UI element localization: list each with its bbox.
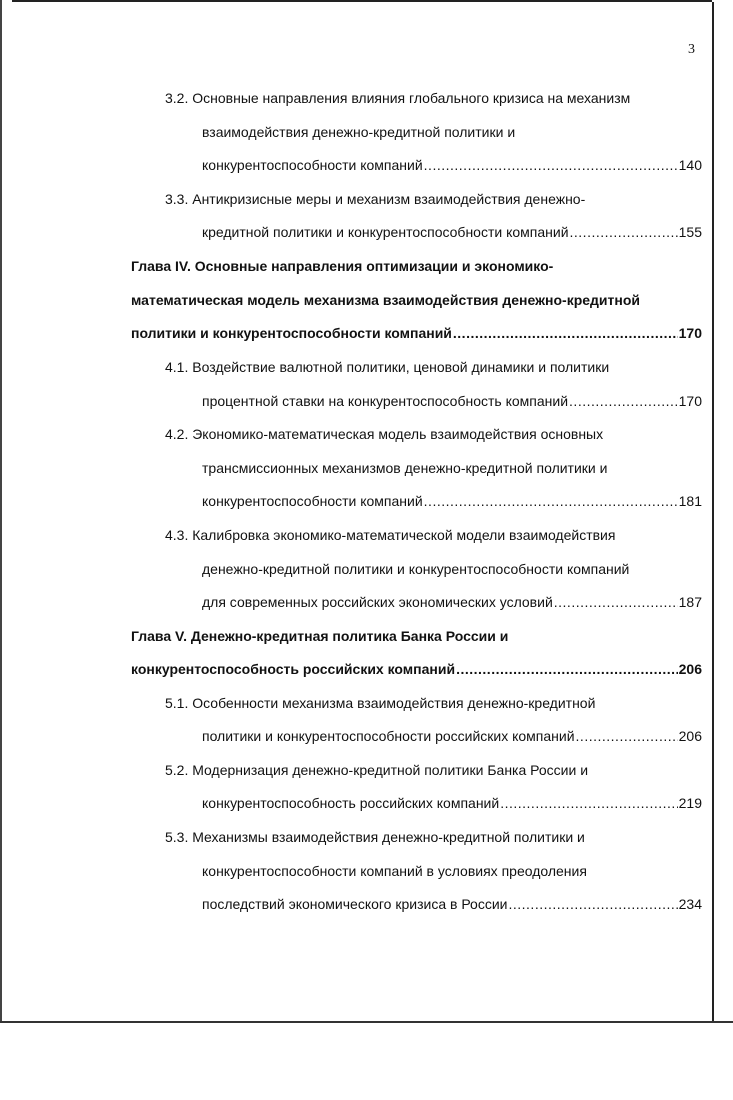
page-border-left xyxy=(0,0,2,1022)
dot-leader xyxy=(569,392,678,410)
toc-entry-4-1-line-2: процентной ставки на конкурентоспособность компаний ..... 170 xyxy=(202,392,702,410)
toc-page-ref: 234 xyxy=(678,896,702,912)
toc-entry-3-3-line-1: 3.3. Антикризисные меры и механизм взаимодействия денежно- xyxy=(165,191,586,207)
toc-chapter-4-line-2: математическая модель механизма взаимодействия денежно-кредитной xyxy=(131,292,640,308)
page-border-right xyxy=(712,2,714,1022)
toc-entry-4-2-line-2: трансмиссионных механизмов денежно-кредитной политики и xyxy=(202,460,608,476)
dot-leader xyxy=(500,794,677,812)
toc-entry-5-3-line-3: последствий экономического кризиса в России ..... 234 xyxy=(202,895,702,913)
toc-entry-4-3-line-1: 4.3. Калибровка экономико-математической модели взаимодействия xyxy=(165,527,616,543)
dot-leader xyxy=(576,727,678,745)
dot-leader xyxy=(456,660,678,678)
dot-leader xyxy=(554,593,678,611)
toc-entry-5-1-line-1: 5.1. Особенности механизма взаимодействия денежно-кредитной xyxy=(165,695,596,711)
dot-leader xyxy=(424,156,678,174)
toc-entry-5-2-line-2: конкурентоспособность российских компаний ..... 219 xyxy=(202,794,702,812)
dot-leader xyxy=(424,492,678,510)
page-border-top xyxy=(12,0,712,2)
toc-page-ref: 170 xyxy=(678,393,702,409)
toc-chapter-5-line-2: конкурентоспособность российских компаний ..... 206 xyxy=(131,660,702,678)
toc-entry-3-2-line-1: 3.2. Основные направления влияния глобального кризиса на механизм xyxy=(165,90,631,106)
toc-page-ref: 219 xyxy=(678,795,702,811)
dot-leader xyxy=(508,895,677,913)
toc-entry-5-2-line-1: 5.2. Модернизация денежно-кредитной политики Банка России и xyxy=(165,762,589,778)
toc-entry-4-2-line-3: конкурентоспособности компаний ..... 181 xyxy=(202,492,702,510)
toc-entry-4-1-line-1: 4.1. Воздействие валютной политики, ценовой динамики и политики xyxy=(165,359,610,375)
toc-entry-5-3-line-1: 5.3. Механизмы взаимодействия денежно-кредитной политики и xyxy=(165,829,585,845)
page-border-bottom xyxy=(0,1021,733,1023)
toc-entry-5-3-line-2: конкурентоспособности компаний в условиях преодоления xyxy=(202,863,587,879)
toc-page-ref: 155 xyxy=(678,224,702,240)
toc-page-ref: 206 xyxy=(678,728,702,744)
dot-leader xyxy=(453,324,678,342)
toc-entry-4-3-line-3: для современных российских экономических условий ..... 187 xyxy=(202,593,702,611)
toc-page-ref: 187 xyxy=(678,594,702,610)
toc-entry-3-2-line-3: конкурентоспособности компаний ..... 140 xyxy=(202,156,702,174)
toc-chapter-4-line-3: политики и конкурентоспособности компаний ..... 170 xyxy=(131,324,702,342)
toc-entry-3-2-line-2: взаимодействия денежно-кредитной политики и xyxy=(202,124,516,140)
toc-entry-4-3-line-2: денежно-кредитной политики и конкурентоспособности компаний xyxy=(202,561,630,577)
toc-entry-5-1-line-2: политики и конкурентоспособности российских компаний ..... 206 xyxy=(202,727,702,745)
toc-chapter-4-line-1: Глава IV. Основные направления оптимизации и экономико- xyxy=(131,258,554,274)
page-number: 3 xyxy=(688,42,695,57)
toc-page-ref: 206 xyxy=(678,661,702,677)
toc-entry-3-3-line-2: кредитной политики и конкурентоспособности компаний ..... 155 xyxy=(202,223,702,241)
toc-chapter-5-line-1: Глава V. Денежно-кредитная политика Банка России и xyxy=(131,628,509,644)
toc-page-ref: 170 xyxy=(678,325,702,341)
toc-page-ref: 140 xyxy=(678,157,702,173)
toc-page-ref: 181 xyxy=(678,493,702,509)
dot-leader xyxy=(570,223,678,241)
toc-entry-4-2-line-1: 4.2. Экономико-математическая модель взаимодействия основных xyxy=(165,426,604,442)
